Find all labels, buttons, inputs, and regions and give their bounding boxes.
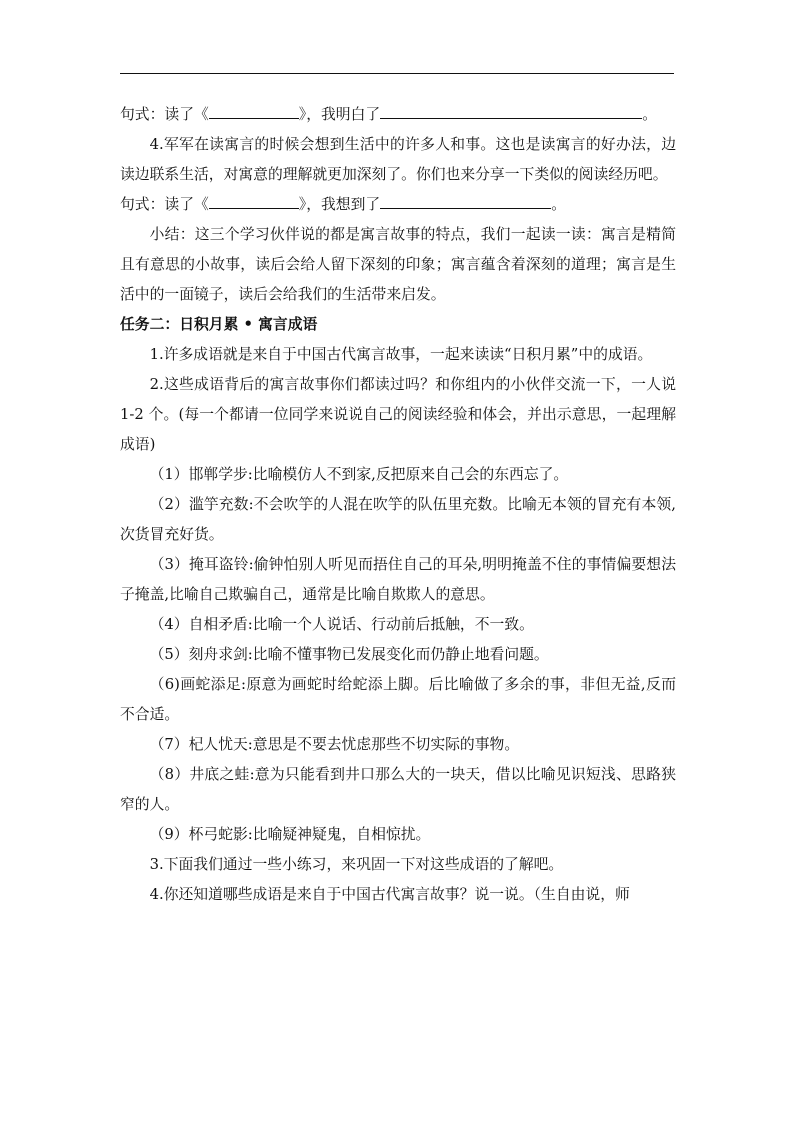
task-two-heading: 任务二：日积月累 • 寓言成语	[120, 316, 318, 333]
idiom-item: （8）井底之蛙:意为只能看到井口那么大的一块天，借以比喻见识短浅、思路狭窄的人。	[120, 766, 676, 813]
idiom-item: （4）自相矛盾:比喻一个人说话、行动前后抵触，不一致。	[149, 616, 534, 633]
sentence-pattern-2-end: 。	[551, 196, 566, 213]
document-body	[120, 100, 676, 910]
idiom-item: （6)画蛇添足:原意为画蛇时给蛇添上脚。后比喻做了多余的事，非但无益,反而不合适。	[120, 676, 676, 723]
blank-understanding	[380, 103, 642, 119]
task-item-1: 1.许多成语就是来自于中国古代寓言故事，一起来读读“日积月累”中的成语。	[149, 346, 653, 363]
sentence-pattern-1-end: 。	[642, 106, 657, 123]
sentence-pattern-1-prefix: 句式：读了《	[120, 106, 209, 123]
blank-thoughts	[380, 193, 551, 209]
blank-book-title-2	[209, 193, 299, 209]
paragraph-4: 4.军军在读寓言的时候会想到生活中的许多人和事。这也是读寓言的好办法，边读边联系生活，对寓意的理解就更加深刻了。你们也来分享一下类似的阅读经历吧。	[120, 136, 676, 183]
task-item-2: 2.这些成语背后的寓言故事你们都读过吗？和你组内的小伙伴交流一下，一人说 1-2 个。(每一个都请一位同学来说说自己的阅读经验和体会，并出示意思，一起理解成语)	[120, 376, 676, 453]
idiom-item: （1）邯郸学步:比喻模仿人不到家,反把原来自己会的东西忘了。	[149, 466, 569, 483]
summary-paragraph: 小结：这三个学习伙伴说的都是寓言故事的特点，我们一起读一读：寓言是精简且有意思的小故事，读后会给人留下深刻的印象；寓言蕴含着深刻的道理；寓言是生活中的一面镜子，读后会给我们的生活带来启发。	[120, 226, 676, 303]
sentence-pattern-2	[120, 190, 676, 220]
header-rule	[120, 73, 674, 74]
idiom-item: （5）刻舟求剑:比喻不懂事物已发展变化而仍静止地看问题。	[149, 646, 549, 663]
idiom-item: （2）滥竽充数:不会吹竽的人混在吹竽的队伍里充数。比喻无本领的冒充有本领,次货冒充好货。	[120, 496, 676, 543]
task-item-3: 3.下面我们通过一些小练习，来巩固一下对这些成语的了解吧。	[149, 856, 564, 873]
sentence-pattern-2-middle: 》，我想到了	[298, 196, 381, 213]
sentence-pattern-2-prefix: 句式：读了《	[120, 196, 209, 213]
sentence-pattern-1-middle: 》，我明白了	[298, 106, 381, 123]
idiom-item: （3）掩耳盗铃:偷钟怕别人听见而捂住自己的耳朵,明明掩盖不住的事情偏要想法子掩盖,比喻自己欺骗自己，通常是比喻自欺欺人的意思。	[120, 556, 676, 603]
idiom-item: （9）杯弓蛇影:比喻疑神疑鬼，自相惊扰。	[149, 826, 431, 843]
idiom-item: （7）杞人忧天:意思是不要去忧虑那些不切实际的事物。	[149, 736, 520, 753]
sentence-pattern-1	[120, 100, 676, 130]
task-item-4: 4.你还知道哪些成语是来自于中国古代寓言故事？说一说。（生自由说，师	[149, 886, 630, 903]
blank-book-title-1	[209, 103, 299, 119]
